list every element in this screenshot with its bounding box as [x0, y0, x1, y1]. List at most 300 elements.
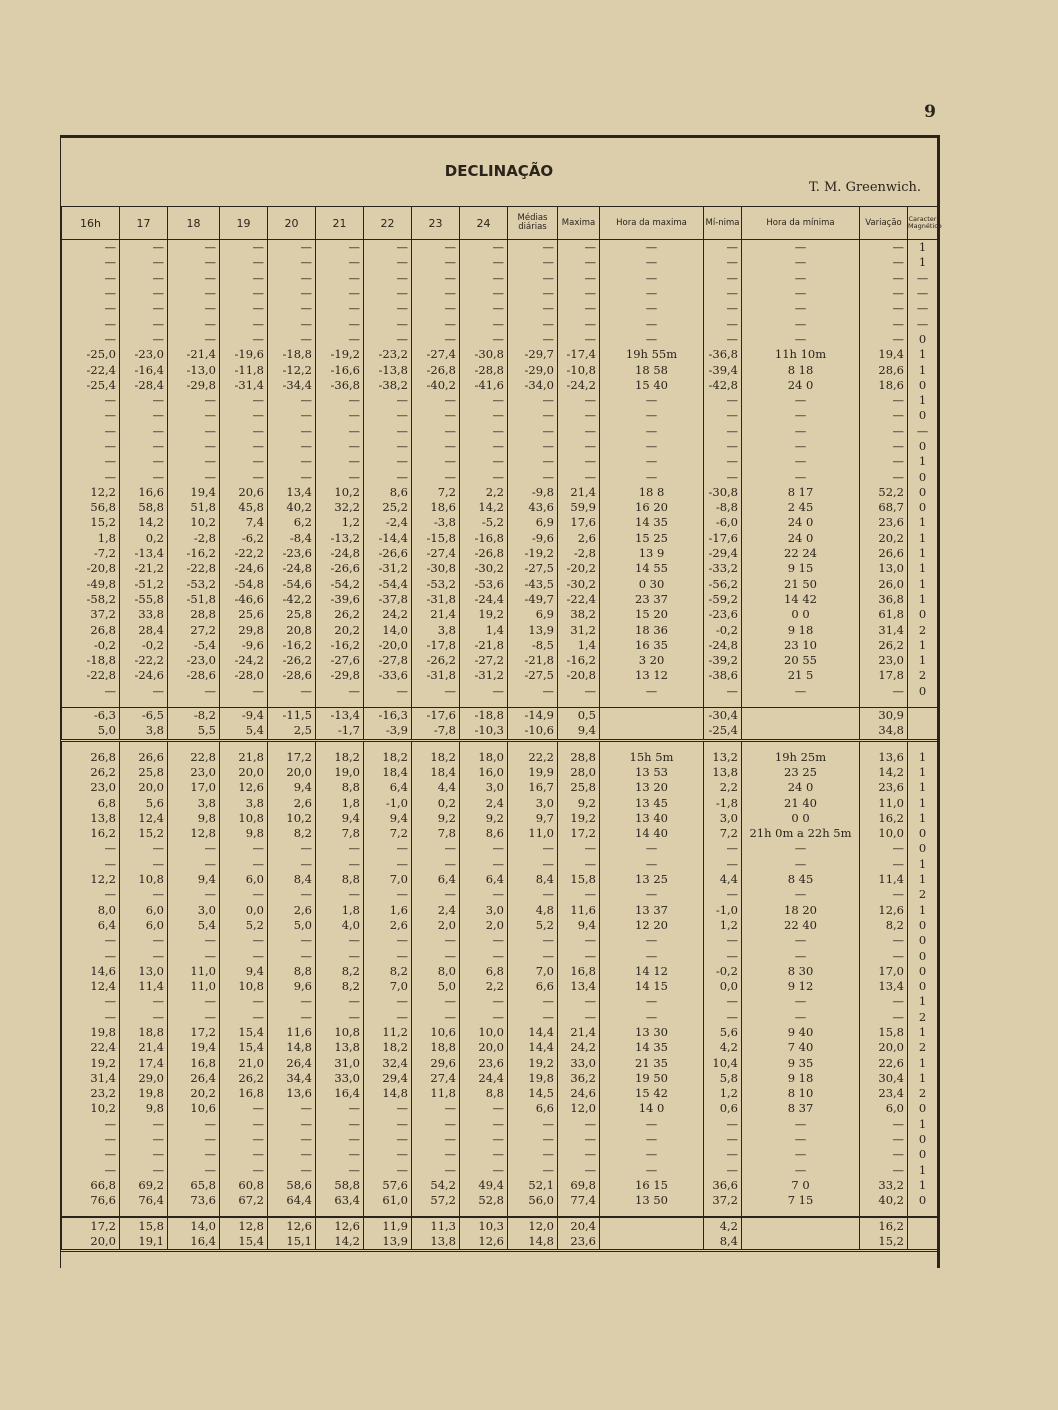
table-cell: 14,5	[508, 1086, 558, 1101]
table-cell: 20,0	[120, 780, 168, 795]
table-cell: 23 37	[600, 592, 704, 607]
table-frame	[60, 135, 940, 1268]
table-cell	[168, 699, 220, 708]
table-cell: 1	[908, 872, 938, 887]
table-cell: 23,0	[168, 765, 220, 780]
table-cell: 30,9	[860, 707, 908, 723]
table-cell: —	[704, 424, 742, 439]
table-cell: 8,2	[316, 979, 364, 994]
table-cell	[316, 699, 364, 708]
table-cell: 0	[908, 684, 938, 699]
table-cell: -16,4	[120, 362, 168, 377]
table-cell: 8,8	[268, 964, 316, 979]
col-header: 20	[268, 207, 316, 240]
table-cell: —	[600, 408, 704, 423]
table-cell: 36,8	[860, 592, 908, 607]
table-cell: 9,8	[120, 1101, 168, 1116]
table-cell: —	[364, 1147, 412, 1162]
table-cell: —	[412, 1117, 460, 1132]
table-cell: —	[120, 857, 168, 872]
table-cell: —	[460, 1010, 508, 1025]
table-cell: 0	[908, 1193, 938, 1208]
table-cell: —	[742, 240, 860, 256]
table-cell: —	[558, 393, 600, 408]
table-cell: -41,6	[460, 378, 508, 393]
table-cell: —	[220, 857, 268, 872]
table-cell: 13,9	[508, 622, 558, 637]
table-cell: —	[268, 887, 316, 902]
table-cell: 57,6	[364, 1178, 412, 1193]
table-cell: 14,8	[508, 1234, 558, 1251]
table-cell: —	[412, 286, 460, 301]
table-row	[62, 1234, 938, 1251]
table-cell: -25,4	[62, 378, 120, 393]
table-cell: 43,6	[508, 500, 558, 515]
table-cell: 6,0	[120, 918, 168, 933]
table-cell: 20,4	[558, 1217, 600, 1233]
table-cell: —	[908, 286, 938, 301]
table-cell: 28,8	[168, 607, 220, 622]
table-cell: —	[120, 1163, 168, 1178]
table-cell: —	[168, 424, 220, 439]
table-cell: 5,0	[412, 979, 460, 994]
table-cell: -24,6	[120, 668, 168, 683]
table-cell: 8,6	[460, 826, 508, 841]
table-cell: 11h 10m	[742, 347, 860, 362]
table-cell: 58,6	[268, 1178, 316, 1193]
table-row	[62, 485, 938, 500]
table-cell: 1	[908, 750, 938, 765]
table-cell: 0	[908, 378, 938, 393]
table-cell: 23 25	[742, 765, 860, 780]
table-cell: -40,2	[412, 378, 460, 393]
table-cell: -20,8	[62, 561, 120, 576]
table-cell: -49,8	[62, 577, 120, 592]
table-cell: 16,7	[508, 780, 558, 795]
table-cell: 9,4	[558, 723, 600, 740]
table-row	[62, 1217, 938, 1233]
table-cell: 11,4	[860, 872, 908, 887]
table-cell: 13 25	[600, 872, 704, 887]
table-cell: 9,4	[168, 872, 220, 887]
table-cell: 33,2	[860, 1178, 908, 1193]
table-cell: -59,2	[704, 592, 742, 607]
table-cell: —	[908, 424, 938, 439]
table-cell: 17,2	[558, 826, 600, 841]
table-cell: —	[600, 857, 704, 872]
table-cell: 1	[908, 795, 938, 810]
table-cell: -55,8	[120, 592, 168, 607]
table-cell: 3,0	[460, 902, 508, 917]
table-cell: -30,8	[704, 485, 742, 500]
table-cell: -9,6	[220, 638, 268, 653]
table-cell: —	[220, 301, 268, 316]
table-cell: 14,2	[316, 1234, 364, 1251]
table-cell: 22,6	[860, 1055, 908, 1070]
table-cell: -13,0	[168, 362, 220, 377]
table-cell: —	[316, 1147, 364, 1162]
table-cell: —	[220, 286, 268, 301]
table-cell: 6,4	[364, 780, 412, 795]
table-cell: —	[62, 255, 120, 270]
table-cell: -21,4	[168, 347, 220, 362]
table-cell: 0 30	[600, 577, 704, 592]
table-cell: 10,4	[704, 1055, 742, 1070]
table-cell: —	[268, 439, 316, 454]
table-cell: 14,0	[364, 622, 412, 637]
table-row	[62, 546, 938, 561]
table-row	[62, 1010, 938, 1025]
table-cell: —	[412, 316, 460, 331]
table-cell: 0,6	[704, 1101, 742, 1116]
table-cell: 2,6	[558, 531, 600, 546]
table-cell: 6,0	[120, 902, 168, 917]
table-cell: -11,5	[268, 707, 316, 723]
table-cell: -56,2	[704, 577, 742, 592]
table-row	[62, 857, 938, 872]
table-cell: —	[742, 1132, 860, 1147]
table-cell: —	[600, 1010, 704, 1025]
table-cell: 61,8	[860, 607, 908, 622]
table-cell: —	[412, 332, 460, 347]
table-cell: —	[316, 1010, 364, 1025]
table-cell: -2,8	[168, 531, 220, 546]
table-cell: —	[600, 316, 704, 331]
table-cell: 15,8	[860, 1025, 908, 1040]
table-cell: -14,9	[508, 707, 558, 723]
table-cell: —	[860, 1147, 908, 1162]
table-cell: 14,8	[268, 1040, 316, 1055]
table-cell: —	[600, 948, 704, 963]
table-cell: —	[316, 240, 364, 256]
table-cell: -23,0	[168, 653, 220, 668]
table-cell: —	[62, 887, 120, 902]
table-cell: 6,2	[268, 515, 316, 530]
table-cell: 1	[908, 362, 938, 377]
table-cell: —	[268, 332, 316, 347]
table-cell: —	[364, 684, 412, 699]
table-cell: -54,6	[268, 577, 316, 592]
table-cell	[704, 740, 742, 750]
table-cell: -14,4	[364, 531, 412, 546]
table-cell: -16,3	[364, 707, 412, 723]
table-cell: 29,6	[412, 1055, 460, 1070]
table-cell: —	[316, 841, 364, 856]
table-cell: -6,3	[62, 707, 120, 723]
table-row	[62, 347, 938, 362]
table-cell: —	[412, 255, 460, 270]
table-cell: —	[62, 469, 120, 484]
table-cell: -10,8	[558, 362, 600, 377]
table-cell: 33,8	[120, 607, 168, 622]
table-cell: —	[742, 286, 860, 301]
table-cell: —	[364, 887, 412, 902]
table-cell: 13,0	[120, 964, 168, 979]
table-cell: —	[62, 841, 120, 856]
table-cell: —	[220, 1101, 268, 1116]
table-cell: —	[704, 332, 742, 347]
table-cell: 51,8	[168, 500, 220, 515]
table-cell: 4,4	[412, 780, 460, 795]
table-cell: -29,8	[316, 668, 364, 683]
table-cell: —	[364, 301, 412, 316]
table-cell: 2 45	[742, 500, 860, 515]
table-cell: 1,8	[316, 795, 364, 810]
table-cell: —	[600, 1132, 704, 1147]
table-cell: 24 0	[742, 531, 860, 546]
table-cell: 10,8	[220, 811, 268, 826]
table-cell: —	[364, 933, 412, 948]
table-cell: —	[460, 332, 508, 347]
table-cell: 18,0	[460, 750, 508, 765]
table-cell: 20,8	[268, 622, 316, 637]
table-cell: 1	[908, 1071, 938, 1086]
table-cell: -30,2	[460, 561, 508, 576]
table-cell: 13 53	[600, 765, 704, 780]
table-cell: —	[120, 1147, 168, 1162]
table-cell: 26,2	[860, 638, 908, 653]
table-cell: —	[460, 240, 508, 256]
table-cell: 1	[908, 780, 938, 795]
table-cell: 11,4	[120, 979, 168, 994]
table-cell: 12,6	[460, 1234, 508, 1251]
table-cell: 1	[908, 561, 938, 576]
table-cell: —	[704, 301, 742, 316]
table-cell: 14,2	[120, 515, 168, 530]
table-cell	[742, 707, 860, 723]
table-cell: 38,2	[558, 607, 600, 622]
table-cell: 5,0	[62, 723, 120, 740]
table-cell: 14 40	[600, 826, 704, 841]
table-cell	[908, 707, 938, 723]
table-cell: —	[316, 255, 364, 270]
table-cell: —	[62, 948, 120, 963]
table-cell: 16 15	[600, 1178, 704, 1193]
table-cell: —	[460, 454, 508, 469]
table-cell: 28,8	[558, 750, 600, 765]
table-cell: —	[704, 857, 742, 872]
table-cell: —	[316, 948, 364, 963]
table-cell: 26,6	[120, 750, 168, 765]
table-cell	[600, 707, 704, 723]
table-cell: 32,4	[364, 1055, 412, 1070]
table-cell: -19,2	[508, 546, 558, 561]
table-cell: 18,2	[364, 1040, 412, 1055]
table-cell: 4,2	[704, 1040, 742, 1055]
table-cell: —	[600, 841, 704, 856]
table-cell: —	[220, 684, 268, 699]
table-cell: 1	[908, 811, 938, 826]
table-cell	[460, 740, 508, 750]
table-cell: —	[120, 469, 168, 484]
col-header: 22	[364, 207, 412, 240]
table-cell: 1	[908, 347, 938, 362]
table-cell: —	[600, 933, 704, 948]
table-cell: 13,8	[704, 765, 742, 780]
table-cell: 31,2	[558, 622, 600, 637]
table-cell: —	[460, 994, 508, 1009]
table-cell: -26,2	[268, 653, 316, 668]
table-cell: 15,4	[220, 1234, 268, 1251]
table-cell: —	[412, 684, 460, 699]
table-cell: 0 0	[742, 811, 860, 826]
table-cell: —	[168, 933, 220, 948]
table-cell	[62, 699, 120, 708]
table-cell: -23,6	[268, 546, 316, 561]
table-cell	[316, 1208, 364, 1217]
table-cell: -22,2	[120, 653, 168, 668]
table-cell	[120, 1208, 168, 1217]
table-cell: —	[742, 684, 860, 699]
table-cell: 13,6	[268, 1086, 316, 1101]
table-cell: -30,2	[558, 577, 600, 592]
table-cell: 23,2	[62, 1086, 120, 1101]
table-cell: —	[316, 1117, 364, 1132]
table-cell: 11,0	[860, 795, 908, 810]
table-cell: -20,8	[558, 668, 600, 683]
table-cell: —	[220, 1117, 268, 1132]
table-cell: 27,2	[168, 622, 220, 637]
table-cell	[168, 1208, 220, 1217]
table-cell: -31,8	[412, 592, 460, 607]
table-cell: —	[168, 1132, 220, 1147]
table-cell: -54,8	[220, 577, 268, 592]
table-cell: —	[704, 286, 742, 301]
table-cell: -31,4	[220, 378, 268, 393]
table-cell: —	[364, 1163, 412, 1178]
table-cell: 7,2	[412, 485, 460, 500]
table-cell: —	[558, 469, 600, 484]
table-cell: —	[860, 424, 908, 439]
table-cell: —	[558, 841, 600, 856]
table-row	[62, 240, 938, 256]
table-cell: —	[860, 301, 908, 316]
table-cell: —	[268, 1101, 316, 1116]
table-cell: 36,2	[558, 1071, 600, 1086]
table-cell: 0	[908, 607, 938, 622]
table-cell: 17,6	[558, 515, 600, 530]
table-cell: 9,4	[364, 811, 412, 826]
table-cell: 13,0	[860, 561, 908, 576]
table-cell: 2,2	[704, 780, 742, 795]
table-cell: —	[742, 948, 860, 963]
table-cell: —	[412, 301, 460, 316]
table-cell: —	[860, 841, 908, 856]
table-cell: —	[908, 271, 938, 286]
table-cell: 16,8	[168, 1055, 220, 1070]
table-cell: 3,0	[508, 795, 558, 810]
table-cell: 7 40	[742, 1040, 860, 1055]
declination-table	[61, 206, 942, 1252]
table-cell: —	[412, 857, 460, 872]
table-cell: -34,4	[268, 378, 316, 393]
table-cell: 64,4	[268, 1193, 316, 1208]
table-cell: 9 15	[742, 561, 860, 576]
table-cell: 76,4	[120, 1193, 168, 1208]
table-cell: —	[412, 1163, 460, 1178]
table-cell	[860, 1208, 908, 1217]
table-cell: -0,2	[62, 638, 120, 653]
page-number: 9	[924, 102, 936, 122]
table-cell: 8 18	[742, 362, 860, 377]
table-cell: 21h 0m a 22h 5m	[742, 826, 860, 841]
table-cell: —	[704, 271, 742, 286]
table-cell: —	[860, 994, 908, 1009]
table-cell: 13,6	[860, 750, 908, 765]
table-cell: —	[460, 439, 508, 454]
table-cell: 12,2	[62, 485, 120, 500]
table-cell: —	[62, 332, 120, 347]
table-cell: 73,6	[168, 1193, 220, 1208]
table-cell: —	[62, 1132, 120, 1147]
table-cell: —	[220, 393, 268, 408]
table-cell: —	[220, 439, 268, 454]
table-cell: 9 12	[742, 979, 860, 994]
table-cell: 10,8	[220, 979, 268, 994]
table-cell: 14 0	[600, 1101, 704, 1116]
table-cell: 57,2	[412, 1193, 460, 1208]
table-cell: 16 35	[600, 638, 704, 653]
table-cell: 15,2	[62, 515, 120, 530]
table-cell: —	[316, 424, 364, 439]
table-cell: -8,5	[508, 638, 558, 653]
table-cell: —	[704, 240, 742, 256]
table-cell: —	[558, 887, 600, 902]
table-cell: -0,2	[704, 964, 742, 979]
table-cell: 10,2	[168, 515, 220, 530]
table-cell: -21,2	[120, 561, 168, 576]
table-row	[62, 592, 938, 607]
table-cell: 36,6	[704, 1178, 742, 1193]
table-cell: —	[168, 301, 220, 316]
table-cell: 5,2	[220, 918, 268, 933]
table-cell: 16,2	[860, 811, 908, 826]
table-cell: 2,2	[460, 979, 508, 994]
table-cell: —	[120, 424, 168, 439]
table-cell: 20,0	[62, 1234, 120, 1251]
table-cell: —	[62, 857, 120, 872]
table-cell: —	[558, 408, 600, 423]
table-cell: 19,4	[168, 1040, 220, 1055]
table-cell: 22,2	[508, 750, 558, 765]
table-cell: 3,0	[704, 811, 742, 826]
table-cell: 1,8	[62, 531, 120, 546]
table-cell: -31,2	[460, 668, 508, 683]
table-cell: 5,8	[704, 1071, 742, 1086]
table-cell: —	[316, 286, 364, 301]
table-cell: —	[558, 240, 600, 256]
table-cell	[364, 1208, 412, 1217]
table-cell: 32,2	[316, 500, 364, 515]
table-cell: —	[508, 1010, 558, 1025]
table-cell: —	[168, 454, 220, 469]
table-cell: —	[364, 454, 412, 469]
table-cell: -42,8	[704, 378, 742, 393]
table-cell: -16,2	[558, 653, 600, 668]
table-cell: 1	[908, 857, 938, 872]
table-cell: 10,3	[460, 1217, 508, 1233]
table-cell: 13,8	[316, 1040, 364, 1055]
table-cell: —	[364, 255, 412, 270]
table-cell: 6,9	[508, 515, 558, 530]
table-cell: 2,2	[460, 485, 508, 500]
table-row	[62, 887, 938, 902]
table-cell: 19,0	[316, 765, 364, 780]
table-cell: 31,4	[860, 622, 908, 637]
table-cell: 18 20	[742, 902, 860, 917]
table-cell: 18,2	[316, 750, 364, 765]
table-cell: —	[704, 1132, 742, 1147]
